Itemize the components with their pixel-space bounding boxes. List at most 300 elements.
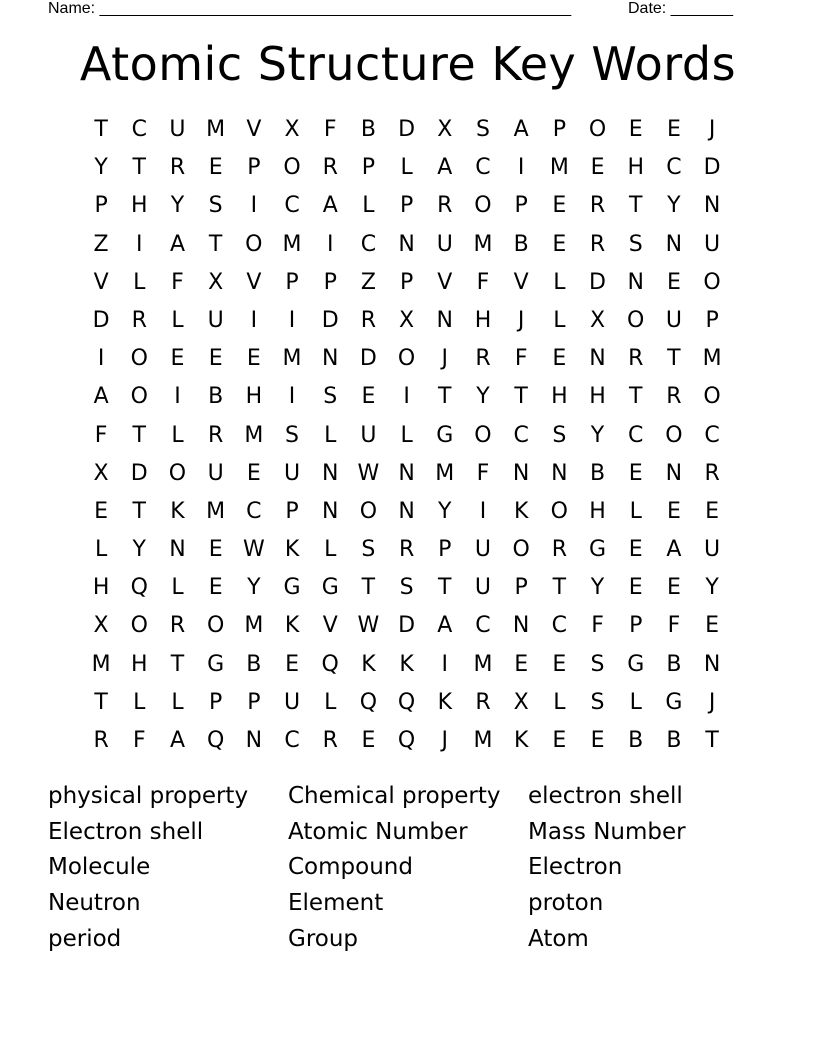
grid-cell: P bbox=[629, 613, 643, 639]
header-line bbox=[48, 0, 740, 20]
grid-cell: B bbox=[513, 231, 529, 257]
grid-cell: T bbox=[514, 384, 528, 410]
grid-cell: O bbox=[130, 346, 148, 372]
grid-cell: X bbox=[93, 613, 109, 639]
grid-cell: F bbox=[171, 269, 184, 295]
grid-cell: Q bbox=[397, 689, 416, 715]
grid-cell: B bbox=[208, 384, 224, 410]
grid-cell: O bbox=[665, 422, 683, 448]
grid-cell: P bbox=[247, 689, 261, 715]
grid-cell: I bbox=[441, 651, 449, 677]
grid-cell: C bbox=[628, 422, 644, 448]
grid-cell: L bbox=[133, 689, 146, 715]
grid-cell: O bbox=[397, 346, 416, 372]
grid-row bbox=[82, 226, 732, 264]
grid-cell: N bbox=[627, 269, 644, 295]
grid-cell: C bbox=[551, 613, 568, 639]
grid-row bbox=[82, 340, 732, 378]
grid-cell: Q bbox=[206, 728, 225, 753]
grid-cell: C bbox=[475, 613, 491, 639]
word-list-item: period bbox=[48, 925, 122, 952]
grid-cell: R bbox=[589, 193, 606, 219]
grid-cell: M bbox=[244, 613, 264, 639]
page-title: Atomic Structure Key Words bbox=[79, 37, 737, 91]
grid-cell: O bbox=[588, 117, 607, 142]
grid-cell: R bbox=[628, 346, 644, 372]
grid-cell: E bbox=[94, 498, 109, 524]
grid-row bbox=[82, 531, 732, 569]
grid-cell: N bbox=[551, 460, 568, 486]
grid-cell: C bbox=[284, 193, 300, 219]
grid-cell: I bbox=[97, 346, 105, 372]
grid-row bbox=[82, 455, 732, 493]
grid-cell: L bbox=[94, 537, 108, 563]
grid-cell: B bbox=[628, 728, 644, 753]
name-field[interactable]: Name: _____________________________________________________ bbox=[48, 0, 572, 17]
word-list-item: physical property bbox=[48, 783, 249, 809]
grid-cell: G bbox=[589, 537, 607, 563]
word-list-item: Element bbox=[288, 890, 384, 917]
grid-cell: H bbox=[92, 575, 110, 601]
grid-cell: O bbox=[474, 422, 492, 448]
word-list bbox=[48, 779, 768, 957]
grid-cell: N bbox=[321, 346, 339, 372]
grid-cell: Y bbox=[667, 193, 681, 219]
grid-cell: T bbox=[132, 422, 146, 448]
grid-cell: O bbox=[512, 537, 530, 563]
grid-cell: I bbox=[288, 307, 296, 333]
grid-cell: L bbox=[553, 689, 566, 715]
grid-cell: R bbox=[322, 155, 338, 181]
grid-cell: R bbox=[208, 422, 224, 448]
grid-row bbox=[82, 149, 732, 187]
grid-cell: N bbox=[703, 193, 721, 219]
grid-cell: L bbox=[400, 422, 413, 448]
grid-cell: E bbox=[666, 575, 681, 601]
grid-cell: H bbox=[551, 384, 568, 410]
grid-cell: U bbox=[283, 689, 301, 715]
grid-cell: N bbox=[436, 307, 454, 333]
grid-cell: L bbox=[553, 269, 566, 295]
grid-cell: N bbox=[512, 460, 530, 486]
grid-cell: D bbox=[130, 460, 148, 486]
grid-cell: C bbox=[666, 155, 682, 181]
grid-cell: W bbox=[357, 613, 380, 639]
grid-cell: S bbox=[590, 689, 605, 715]
word-list-item: Atomic Number bbox=[288, 818, 468, 845]
grid-cell: C bbox=[131, 117, 147, 142]
grid-cell: M bbox=[473, 728, 493, 753]
grid-cell: O bbox=[627, 307, 645, 333]
grid-cell: S bbox=[399, 575, 414, 601]
grid-cell: I bbox=[479, 498, 487, 524]
grid-cell: J bbox=[441, 346, 449, 372]
grid-cell: L bbox=[324, 689, 337, 715]
grid-cell: R bbox=[589, 231, 606, 257]
grid-cell: M bbox=[549, 155, 569, 181]
grid-cell: H bbox=[589, 384, 606, 410]
word-list-item: Compound bbox=[288, 854, 413, 881]
grid-cell: O bbox=[283, 155, 301, 181]
grid-cell: L bbox=[133, 269, 146, 295]
grid-cell: S bbox=[628, 231, 643, 257]
grid-cell: P bbox=[705, 307, 719, 333]
grid-cell: I bbox=[136, 231, 143, 257]
grid-cell: Y bbox=[476, 384, 490, 410]
word-list-item: Electron shell bbox=[48, 818, 204, 845]
grid-cell: N bbox=[321, 498, 339, 524]
grid-cell: R bbox=[551, 537, 567, 563]
grid-cell: B bbox=[589, 460, 606, 486]
grid-cell: T bbox=[628, 193, 643, 219]
grid-cell: G bbox=[207, 651, 225, 677]
word-list-item: Group bbox=[288, 925, 359, 952]
grid-cell: O bbox=[703, 384, 721, 410]
grid-cell: E bbox=[590, 155, 605, 181]
grid-cell: Y bbox=[705, 575, 719, 601]
grid-cell: P bbox=[552, 117, 566, 142]
grid-cell: T bbox=[705, 728, 719, 753]
grid-cell: F bbox=[514, 346, 528, 372]
grid-cell: K bbox=[284, 537, 300, 563]
grid-cell: R bbox=[131, 307, 147, 333]
grid-cell: L bbox=[171, 575, 184, 601]
grid-cell: I bbox=[288, 384, 296, 410]
grid-cell: T bbox=[94, 117, 108, 142]
grid-cell: C bbox=[284, 728, 300, 753]
grid-cell: U bbox=[207, 460, 224, 486]
grid-cell: X bbox=[589, 307, 606, 333]
grid-cell: O bbox=[550, 498, 568, 524]
grid-cell: P bbox=[399, 193, 414, 219]
grid-cell: Y bbox=[590, 575, 605, 601]
grid-cell: C bbox=[246, 498, 262, 524]
grid-cell: M bbox=[206, 498, 226, 524]
grid-cell: Y bbox=[94, 155, 108, 181]
grid-cell: K bbox=[284, 613, 300, 639]
grid-cell: U bbox=[665, 307, 682, 333]
grid-cell: K bbox=[513, 498, 529, 524]
grid-cell: M bbox=[473, 231, 493, 257]
grid-cell: E bbox=[552, 193, 567, 219]
grid-cell: V bbox=[93, 269, 109, 295]
grid-row bbox=[82, 722, 732, 760]
grid-cell: T bbox=[208, 231, 223, 257]
grid-cell: E bbox=[208, 575, 223, 601]
grid-cell: O bbox=[703, 269, 721, 295]
grid-cell: N bbox=[589, 346, 606, 372]
grid-cell: X bbox=[399, 307, 415, 333]
grid-cell: G bbox=[283, 575, 301, 601]
grid-cell: S bbox=[323, 384, 338, 410]
grid-cell: U bbox=[169, 117, 186, 142]
grid-cell: N bbox=[398, 498, 415, 524]
grid-cell: A bbox=[513, 117, 529, 142]
grid-cell: C bbox=[704, 422, 720, 448]
grid-row bbox=[82, 493, 732, 531]
grid-cell: E bbox=[208, 346, 223, 372]
grid-cell: N bbox=[398, 460, 415, 486]
grid-row bbox=[82, 646, 732, 684]
grid-cell: S bbox=[361, 537, 376, 563]
grid-cell: D bbox=[321, 307, 339, 333]
grid-cell: E bbox=[628, 117, 643, 142]
grid-cell: T bbox=[552, 575, 567, 601]
grid-cell: N bbox=[665, 460, 683, 486]
grid-cell: U bbox=[436, 231, 453, 257]
grid-cell: A bbox=[322, 193, 338, 219]
grid-cell: M bbox=[91, 651, 111, 677]
grid-row bbox=[82, 111, 732, 149]
grid-cell: O bbox=[168, 460, 187, 486]
grid-cell: E bbox=[208, 537, 223, 563]
grid-cell: T bbox=[628, 384, 643, 410]
grid-cell: V bbox=[246, 117, 262, 142]
grid-cell: V bbox=[513, 269, 529, 295]
grid-cell: G bbox=[627, 651, 645, 677]
grid-cell: P bbox=[361, 155, 376, 181]
grid-cell: G bbox=[321, 575, 339, 601]
grid-cell: A bbox=[437, 155, 453, 181]
grid-cell: D bbox=[92, 307, 110, 333]
grid-cell: N bbox=[703, 651, 721, 677]
grid-cell: E bbox=[552, 651, 567, 677]
grid-cell: O bbox=[245, 231, 263, 257]
grid-cell: A bbox=[437, 613, 453, 639]
grid-cell: Y bbox=[132, 537, 146, 563]
word-list-item: Neutron bbox=[48, 890, 141, 917]
grid-cell: S bbox=[552, 422, 567, 448]
grid-cell: L bbox=[553, 307, 566, 333]
grid-cell: U bbox=[283, 460, 301, 486]
grid-cell: R bbox=[360, 307, 377, 333]
grid-cell: J bbox=[708, 117, 716, 142]
grid-cell: L bbox=[171, 307, 184, 333]
grid-cell: N bbox=[321, 460, 339, 486]
grid-cell: V bbox=[437, 269, 453, 295]
grid-cell: W bbox=[357, 460, 380, 486]
grid-cell: H bbox=[627, 155, 644, 181]
grid-cell: Z bbox=[93, 231, 109, 257]
grid-cell: D bbox=[398, 613, 416, 639]
grid-cell: J bbox=[517, 307, 525, 333]
grid-row bbox=[82, 684, 732, 722]
grid-cell: R bbox=[475, 689, 491, 715]
grid-cell: L bbox=[629, 689, 642, 715]
grid-cell: F bbox=[132, 728, 146, 753]
grid-cell: W bbox=[242, 537, 265, 563]
grid-cell: E bbox=[552, 346, 567, 372]
grid-cell: P bbox=[209, 689, 223, 715]
grid-cell: P bbox=[399, 269, 414, 295]
grid-cell: X bbox=[513, 689, 529, 715]
grid-cell: L bbox=[171, 689, 184, 715]
grid-cell: T bbox=[170, 651, 185, 677]
word-list-item: proton bbox=[528, 890, 604, 917]
grid-cell: M bbox=[282, 346, 302, 372]
grid-cell: K bbox=[361, 651, 376, 677]
grid-cell: E bbox=[628, 575, 643, 601]
letter-grid bbox=[82, 111, 732, 760]
grid-cell: F bbox=[476, 269, 490, 295]
word-list-item: Chemical property bbox=[288, 783, 501, 809]
grid-cell: R bbox=[169, 613, 186, 639]
grid-cell: A bbox=[93, 384, 109, 410]
grid-cell: D bbox=[359, 346, 377, 372]
grid-cell: H bbox=[131, 651, 148, 677]
grid-cell: D bbox=[589, 269, 606, 295]
grid-cell: F bbox=[476, 460, 490, 486]
grid-cell: T bbox=[361, 575, 376, 601]
grid-row bbox=[82, 302, 732, 340]
grid-cell: P bbox=[247, 155, 261, 181]
grid-cell: M bbox=[702, 346, 722, 372]
grid-cell: U bbox=[474, 575, 492, 601]
grid-cell: H bbox=[474, 307, 492, 333]
grid-row bbox=[82, 264, 732, 302]
word-list-item: Electron bbox=[528, 854, 623, 881]
grid-cell: N bbox=[665, 231, 683, 257]
grid-cell: C bbox=[513, 422, 529, 448]
grid-cell: V bbox=[246, 269, 262, 295]
grid-cell: U bbox=[474, 537, 492, 563]
grid-cell: E bbox=[285, 651, 299, 677]
grid-cell: G bbox=[436, 422, 454, 448]
grid-cell: P bbox=[94, 193, 108, 219]
grid-cell: H bbox=[131, 193, 148, 219]
grid-cell: O bbox=[130, 384, 148, 410]
grid-cell: L bbox=[171, 422, 184, 448]
grid-cell: M bbox=[244, 422, 264, 448]
grid-cell: P bbox=[285, 498, 299, 524]
grid-cell: A bbox=[169, 728, 185, 753]
grid-cell: I bbox=[250, 193, 258, 219]
grid-cell: F bbox=[667, 613, 681, 639]
grid-cell: E bbox=[705, 498, 720, 524]
grid-cell: S bbox=[590, 651, 605, 677]
grid-cell: M bbox=[206, 117, 226, 142]
grid-cell: I bbox=[517, 155, 525, 181]
grid-cell: Q bbox=[359, 689, 378, 715]
grid-cell: Z bbox=[360, 269, 376, 295]
grid-cell: T bbox=[132, 498, 146, 524]
grid-cell: E bbox=[552, 728, 567, 753]
grid-cell: C bbox=[360, 231, 377, 257]
grid-cell: E bbox=[514, 651, 529, 677]
grid-row bbox=[82, 187, 732, 225]
grid-cell: E bbox=[552, 231, 567, 257]
grid-cell: E bbox=[590, 728, 605, 753]
grid-cell: Y bbox=[247, 575, 261, 601]
grid-cell: F bbox=[323, 117, 337, 142]
grid-cell: X bbox=[93, 460, 109, 486]
grid-cell: K bbox=[399, 651, 414, 677]
grid-cell: I bbox=[174, 384, 181, 410]
grid-cell: H bbox=[245, 384, 263, 410]
grid-cell: P bbox=[285, 269, 299, 295]
grid-cell: N bbox=[512, 613, 530, 639]
grid-cell: L bbox=[400, 155, 413, 181]
grid-cell: R bbox=[93, 728, 109, 753]
grid-cell: E bbox=[246, 346, 261, 372]
grid-cell: E bbox=[666, 269, 681, 295]
grid-cell: T bbox=[94, 689, 108, 715]
grid-cell: X bbox=[208, 269, 224, 295]
grid-cell: B bbox=[246, 651, 262, 677]
grid-cell: T bbox=[667, 346, 681, 372]
grid-cell: H bbox=[589, 498, 606, 524]
word-list-item: Mass Number bbox=[528, 818, 686, 845]
grid-cell: R bbox=[704, 460, 720, 486]
grid-cell: A bbox=[666, 537, 682, 563]
grid-cell: T bbox=[438, 575, 452, 601]
grid-cell: E bbox=[666, 117, 681, 142]
grid-cell: U bbox=[704, 537, 721, 563]
grid-cell: P bbox=[514, 193, 528, 219]
grid-cell: U bbox=[360, 422, 377, 448]
grid-cell: E bbox=[361, 384, 376, 410]
grid-cell: O bbox=[130, 613, 148, 639]
grid-cell: N bbox=[245, 728, 263, 753]
grid-cell: B bbox=[666, 728, 682, 753]
grid-cell: C bbox=[475, 155, 491, 181]
grid-cell: U bbox=[207, 307, 224, 333]
grid-cell: Y bbox=[170, 193, 185, 219]
grid-cell: D bbox=[398, 117, 416, 142]
grid-cell: N bbox=[398, 231, 415, 257]
grid-cell: S bbox=[208, 193, 223, 219]
grid-cell: O bbox=[474, 193, 492, 219]
grid-row bbox=[82, 607, 732, 645]
grid-cell: B bbox=[666, 651, 682, 677]
date-field[interactable]: Date: _______ bbox=[628, 0, 733, 17]
grid-cell: R bbox=[437, 193, 453, 219]
grid-cell: Q bbox=[397, 728, 416, 753]
word-list-item: Atom bbox=[528, 925, 589, 952]
grid-cell: R bbox=[322, 728, 338, 753]
grid-cell: E bbox=[170, 346, 185, 372]
grid-cell: K bbox=[513, 728, 529, 753]
grid-row bbox=[82, 378, 732, 416]
grid-row bbox=[82, 569, 732, 607]
grid-cell: M bbox=[282, 231, 302, 257]
grid-row bbox=[82, 417, 732, 455]
grid-cell: R bbox=[398, 537, 415, 563]
grid-cell: E bbox=[705, 613, 720, 639]
grid-cell: I bbox=[250, 307, 258, 333]
grid-cell: L bbox=[324, 422, 337, 448]
grid-cell: E bbox=[361, 728, 376, 753]
grid-cell: P bbox=[514, 575, 528, 601]
grid-cell: I bbox=[403, 384, 410, 410]
grid-cell: F bbox=[591, 613, 604, 639]
grid-cell: Q bbox=[130, 575, 148, 601]
word-list-item: Molecule bbox=[48, 854, 151, 881]
grid-cell: R bbox=[666, 384, 682, 410]
word-list-item: electron shell bbox=[528, 783, 683, 809]
grid-cell: Y bbox=[438, 498, 452, 524]
grid-cell: O bbox=[206, 613, 225, 639]
grid-cell: S bbox=[475, 117, 490, 142]
grid-cell: K bbox=[170, 498, 185, 524]
grid-cell: E bbox=[666, 498, 681, 524]
grid-cell: Q bbox=[321, 651, 339, 677]
grid-cell: G bbox=[665, 689, 683, 715]
grid-cell: J bbox=[708, 689, 716, 715]
grid-cell: E bbox=[628, 537, 643, 563]
grid-cell: L bbox=[324, 537, 337, 563]
grid-cell: X bbox=[437, 117, 453, 142]
